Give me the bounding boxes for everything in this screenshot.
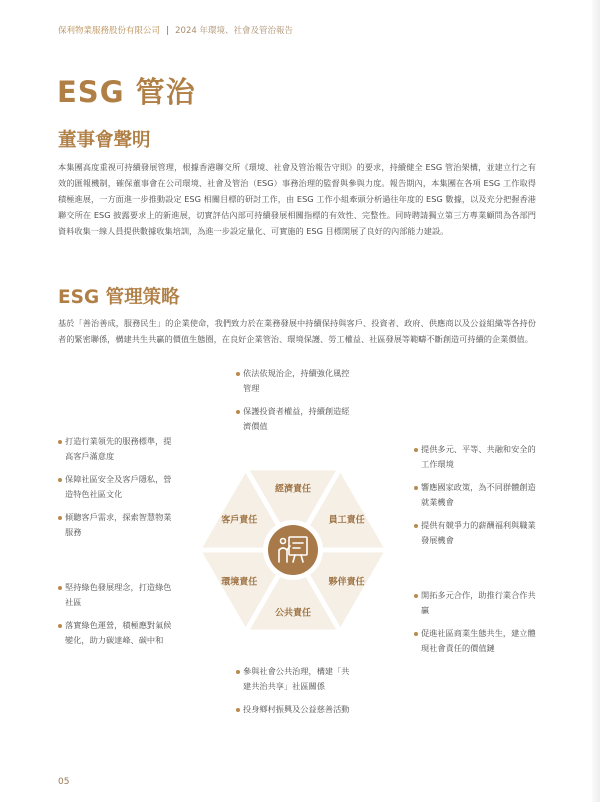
- list-item: 堅持綠色發展理念，打造綠色社區: [58, 580, 176, 610]
- list-item: 促進社區商業生態共生，建立體現社會責任的價值鏈: [414, 626, 536, 656]
- bullet-dot-icon: [236, 670, 240, 674]
- running-header: [58, 24, 293, 36]
- public-responsibility-bullets: [236, 664, 354, 725]
- center-circle: [268, 525, 318, 575]
- list-item: 保障社區安全及客戶隱私，營造特色社區文化: [58, 472, 176, 502]
- segment-label-economic: 經濟責任: [274, 484, 312, 495]
- environment-responsibility-bullets: [58, 580, 176, 656]
- page-edge-shadow: [592, 0, 600, 802]
- bullet-dot-icon: [58, 478, 62, 482]
- strategy-heading: ESG 管理策略: [58, 287, 180, 308]
- employee-responsibility-bullets: [414, 442, 536, 556]
- segment-label-partner: 夥伴責任: [328, 577, 365, 588]
- list-item: 開拓多元合作，助推行業合作共贏: [414, 588, 536, 618]
- esg-responsibility-diagram: [198, 455, 388, 645]
- page-title: ESG 管治: [57, 75, 196, 109]
- list-item: 提供有競爭力的薪酬福利與職業發展機會: [414, 518, 536, 548]
- segment-label-employee: 員工責任: [328, 515, 365, 526]
- bullet-dot-icon: [414, 524, 418, 528]
- list-item: 保護投資者權益，持續創造經濟價值: [236, 404, 354, 434]
- bullet-dot-icon: [58, 586, 62, 590]
- bullet-dot-icon: [58, 624, 62, 628]
- list-item: 提供多元、平等、共融和安全的工作環境: [414, 442, 536, 472]
- bullet-dot-icon: [236, 410, 240, 414]
- header-company: 保利物業服務股份有限公司: [58, 26, 161, 36]
- partner-responsibility-bullets: [414, 588, 536, 664]
- bullet-dot-icon: [414, 632, 418, 636]
- board-statement-paragraph: 本集團高度重視可持續發展管理，根據香港聯交所《環境、社會及管治報告守則》的要求，持續健全 ESG 管治架構，並建立行之有效的匯報機制，確保董事會在公司環境、社會及管治（ESG）事務治理的監督與參與力度。報告期內，本集團在各項 ESG 工作取得積極進展，一方面進一步推動設定 ESG 相關目標的研討工作，由 ESG 工作小組牽頭分析過往年度的 ESG 數據，以及充分把握香港聯交所在 ESG 披露要求上的新進展，切實評估內部可持續發展相關指標的有效性、完整性。同時聘請獨立第三方專業顧問為各部門資料收集一線人員提供數據收集培訓，為進一步設定量化、可實施的 ESG 目標開展了良好的內部能力建設。: [58, 162, 536, 236]
- header-report-title: 2024 年環境、社會及管治報告: [175, 26, 293, 36]
- list-item: 打造行業領先的服務標準，提高客戶滿意度: [58, 434, 176, 464]
- list-item: 落實綠色運營，積極應對氣候變化，助力碳達峰、碳中和: [58, 618, 176, 648]
- list-item: 傾聽客戶需求，探索智慧物業服務: [58, 510, 176, 540]
- bullet-dot-icon: [414, 448, 418, 452]
- bullet-dot-icon: [58, 516, 62, 520]
- economic-responsibility-bullets: [236, 366, 354, 442]
- list-item: 投身鄉村振興及公益慈善活動: [236, 702, 354, 717]
- strategy-paragraph: 基於「善治善成，服務民生」的企業使命，我們致力於在業務發展中持續保持與客戶、投資者、政府、供應商以及公益組織等各持份者的緊密聯係，構建共生共贏的價值生態圈，在良好企業管治、環境保護、勞工權益、社區發展等範疇不斷創造可持續的企業價值。: [58, 318, 536, 344]
- board-statement-heading: 董事會聲明: [58, 130, 151, 151]
- list-item: 參與社會公共治理，構建「共建共治共享」社區關係: [236, 664, 354, 694]
- list-item: 依法依規治企，持續強化風控管理: [236, 366, 354, 396]
- segment-label-public: 公共責任: [274, 608, 312, 619]
- page-number: 05: [58, 777, 70, 787]
- bullet-dot-icon: [414, 594, 418, 598]
- bullet-dot-icon: [414, 486, 418, 490]
- bullet-dot-icon: [236, 708, 240, 712]
- segment-label-environment: 環境責任: [221, 577, 258, 588]
- segment-label-customer: 客戶責任: [221, 515, 258, 526]
- list-item: 響應國家政策，為不同群體創造就業機會: [414, 480, 536, 510]
- bullet-dot-icon: [236, 372, 240, 376]
- bullet-dot-icon: [58, 440, 62, 444]
- customer-responsibility-bullets: [58, 434, 176, 548]
- header-separator: |: [166, 26, 170, 36]
